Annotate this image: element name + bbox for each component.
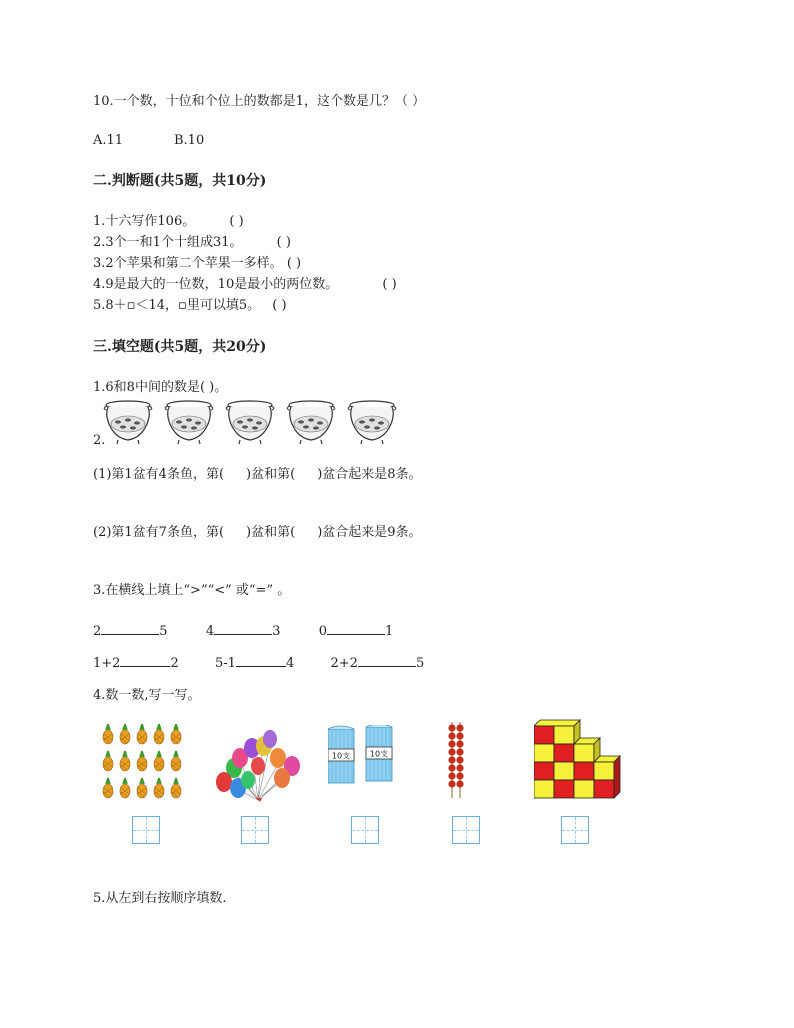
fill-q4: 4.数一数,写一写。 [93,688,201,703]
section3-title: 三.填空题(共5题，共20分) [93,339,267,355]
judge-item-2 [93,235,291,251]
pencil-label-2: 10支 [369,749,389,759]
pineapple-row-2 [103,751,181,771]
q10-text: 10.一个数，十位和个位上的数都是1，这个数是几？（ ） [93,94,426,109]
candied-haws-image [445,722,467,798]
judge-item-5-text: 5.8＋▫＜14，▫里可以填5。 [93,298,261,313]
judge-item-4-paren[interactable]: ( ) [382,277,397,292]
compare-3-left: 0 [318,624,327,639]
fish-bowls-image [103,398,403,446]
fill-q2-sub1-part-a: (1)第1盆有4条鱼，第( [93,467,225,482]
judge-item-2-text: 2.3个一和1个十组成31。 [93,235,243,250]
compare-row-1 [93,622,393,640]
judge-item-5-paren[interactable]: ( ) [272,298,287,313]
fish-bowl-2 [165,401,213,444]
fill-q2-sub2-part-c: )盆合起来是9条。 [317,525,422,540]
q10-option-a[interactable]: A.11 [93,133,124,148]
fill-q1: 1.6和8中间的数是( )。 [93,380,228,395]
answer-box-pineapples[interactable] [132,816,160,844]
pencil-bundles-image [328,725,396,785]
compare-1-blank[interactable] [101,622,159,635]
judge-item-4-text: 4.9是最大的一位数，10是最小的两位数。 [93,277,339,292]
pineapple-row-3 [103,778,181,798]
compare-1-right: 5 [159,624,168,639]
compare-1-left: 2 [93,624,102,639]
answer-box-candied-haws[interactable] [452,816,480,844]
judge-item-1 [93,214,244,230]
judge-item-3 [93,256,301,272]
fill-q3: 3.在横线上填上“>”“<” 或“=” 。 [93,583,291,598]
cube-stack-image [534,718,626,806]
judge-item-1-paren[interactable]: ( ) [229,214,244,229]
fill-q5: 5.从左到右按顺序填数. [93,891,227,906]
pineapple-row-1 [103,724,181,744]
judge-item-3-paren[interactable]: ( ) [286,256,302,271]
judge-item-3-text: 3.2个苹果和第二个苹果一多样。 [93,256,283,271]
pencil-label-1: 10支 [331,751,351,761]
balloons-image [212,728,304,804]
compare-6-blank[interactable] [358,654,416,667]
compare-6-right: 5 [415,656,425,671]
compare-5-blank[interactable] [236,654,286,667]
judge-item-1-text: 1.十六写作106。 [93,214,196,229]
fill-q2-sub2 [93,525,422,541]
compare-3-right: 1 [384,624,394,639]
answer-box-pencils[interactable] [351,816,379,844]
fill-q2-sub1-part-b: )盆和第( [246,467,296,482]
judge-item-4 [93,277,397,293]
fish-bowl-4 [287,401,335,444]
answer-box-cubes[interactable] [561,816,589,844]
compare-6-left: 2+2 [330,656,358,671]
compare-4-left: 1+2 [93,656,121,671]
compare-2-blank[interactable] [214,622,272,635]
judge-item-5 [93,298,287,314]
compare-5-right: 4 [285,656,295,671]
fill-q2-sub1-part-c: )盆合起来是8条。 [317,467,422,482]
fill-q2-sub1 [93,467,422,483]
compare-4-right: 2 [170,656,179,671]
fill-q2-sub2-part-b: )盆和第( [246,525,296,540]
compare-row-2 [93,654,424,672]
fish-bowl-3 [226,401,274,444]
fish-bowl-1 [104,401,152,444]
compare-2-right: 3 [272,624,281,639]
pineapples-image [102,724,190,802]
fill-q2-sub2-part-a: (2)第1盆有7条鱼，第( [93,525,225,540]
section2-title: 二.判断题(共5题，共10分) [93,173,267,189]
q10-option-b[interactable]: B.10 [174,133,205,148]
answer-box-balloons[interactable] [241,816,269,844]
compare-4-blank[interactable] [120,654,170,667]
compare-5-left: 5-1 [215,656,236,671]
fill-q2-label: 2. [93,433,106,448]
judge-item-2-paren[interactable]: ( ) [276,235,291,250]
fish-bowl-5 [348,401,396,444]
compare-3-blank[interactable] [327,622,385,635]
compare-2-left: 4 [205,624,215,639]
